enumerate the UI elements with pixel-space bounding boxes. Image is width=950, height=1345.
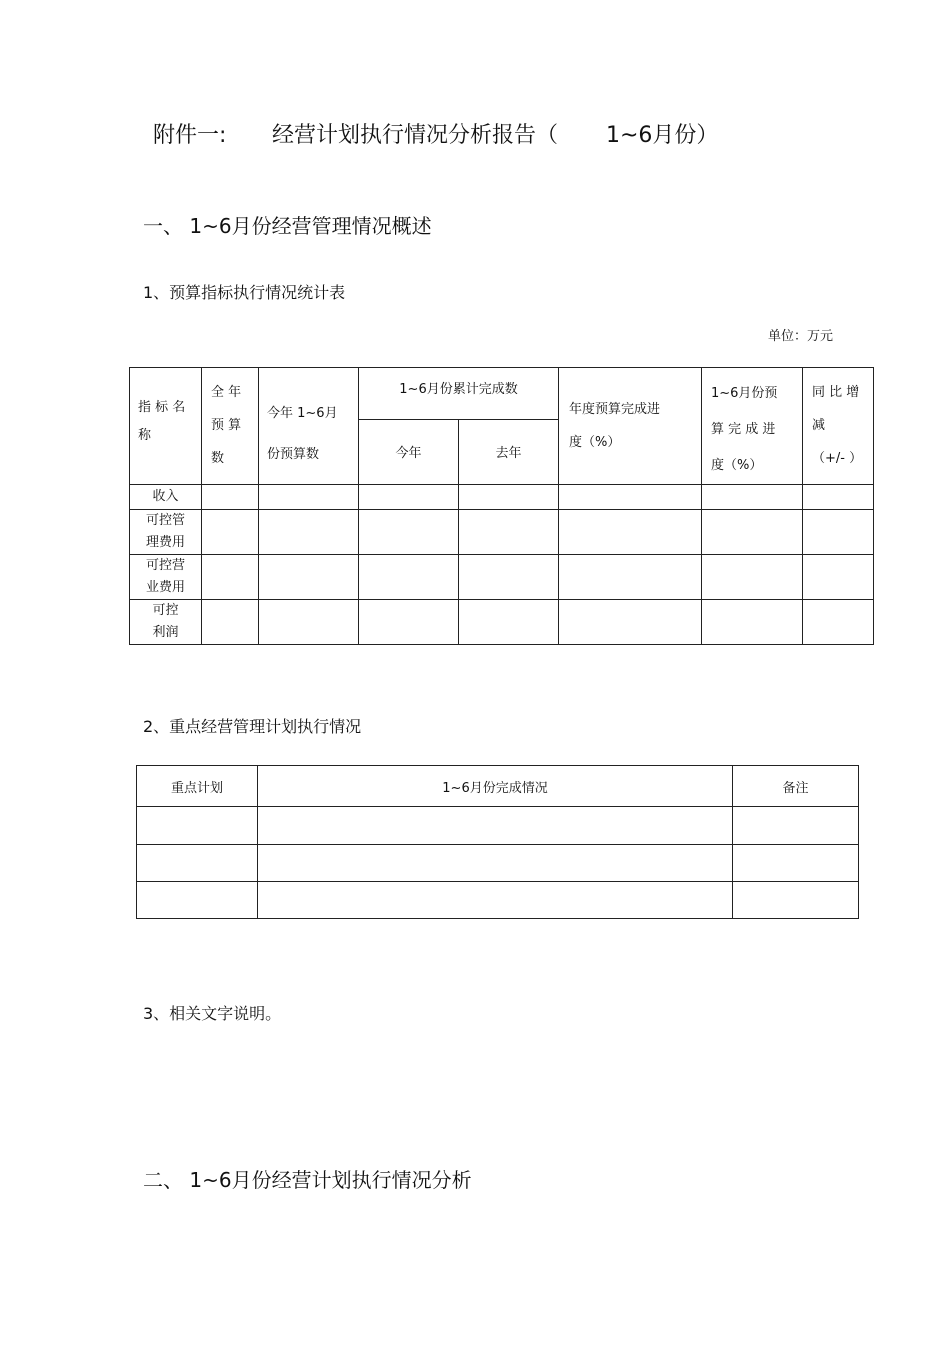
table-cell [137, 807, 258, 845]
row-label [130, 485, 202, 510]
header-text: 年度预算完成进 [569, 402, 661, 417]
header-text: 指 标 名 [138, 400, 186, 415]
table-row [130, 510, 874, 555]
table-cell [202, 485, 259, 510]
header-text: 今年 1~6月 [267, 406, 338, 421]
row-label-text: 可控管 [145, 513, 185, 528]
report-title: 经营计划执行情况分析报告（ [272, 123, 559, 148]
header-text: 度（%） [711, 458, 763, 473]
table-cell [137, 845, 258, 882]
header-annual-budget [202, 368, 259, 485]
header-cumulative [359, 368, 559, 420]
table-cell [202, 600, 259, 645]
header-text: 减 [812, 418, 826, 433]
header-text: 预 算 [211, 418, 242, 433]
table-cell [803, 510, 874, 555]
header-text: 数 [211, 451, 225, 466]
table-cell [259, 600, 359, 645]
table-cell [459, 510, 559, 555]
header-text: 同 比 增 [812, 385, 860, 400]
table-cell [803, 600, 874, 645]
row-label-text: 可控 [152, 603, 179, 618]
table-cell [359, 510, 459, 555]
row-label [130, 600, 202, 645]
section-1-heading: 一、 1~6月份经营管理情况概述 [143, 214, 432, 238]
table-cell [258, 845, 733, 882]
header-key-plan: 重点计划 [137, 766, 258, 807]
table-cell [202, 510, 259, 555]
header-this-year: 今年 [359, 419, 459, 484]
table-cell [359, 485, 459, 510]
table-cell [803, 555, 874, 600]
header-completion: 1~6月份完成情况 [258, 766, 733, 807]
key-plan-table [136, 765, 859, 919]
header-text: 算 完 成 进 [711, 422, 776, 437]
table-cell [137, 882, 258, 919]
row-label-text: 业费用 [145, 580, 185, 595]
unit-label: 单位：万元 [768, 329, 834, 344]
header-text: 1~6月份累计完成数 [399, 382, 518, 397]
table-row [130, 555, 874, 600]
header-indicator-name [130, 368, 202, 485]
table-cell [459, 555, 559, 600]
table-cell [702, 555, 803, 600]
table-row [137, 845, 859, 882]
row-label [130, 510, 202, 555]
table-row [130, 600, 874, 645]
report-period: 1~6月份） [606, 123, 719, 148]
header-budget-1-6 [259, 368, 359, 485]
header-text: 称 [138, 428, 152, 443]
row-label-text: 利润 [152, 625, 179, 640]
header-annual-progress [559, 368, 702, 485]
header-text: 度（%） [569, 435, 621, 450]
row-label-text: 理费用 [145, 535, 185, 550]
table-header-row [137, 766, 859, 807]
budget-execution-table [129, 367, 874, 645]
table-cell [803, 485, 874, 510]
table-cell [259, 555, 359, 600]
row-label [130, 555, 202, 600]
table-cell [258, 882, 733, 919]
attachment-label: 附件一: [153, 123, 227, 148]
table-cell [702, 485, 803, 510]
header-text: 份预算数 [267, 447, 320, 462]
table-cell [259, 510, 359, 555]
header-text: 全 年 [211, 385, 242, 400]
table-cell [733, 807, 859, 845]
table-cell [702, 510, 803, 555]
table-cell [202, 555, 259, 600]
table-cell [733, 882, 859, 919]
table-cell [359, 600, 459, 645]
table-cell [459, 600, 559, 645]
table-cell [258, 807, 733, 845]
header-text: （+/- ） [812, 451, 863, 466]
table-row [137, 882, 859, 919]
table-cell [559, 485, 702, 510]
table-cell [559, 600, 702, 645]
table-cell [559, 510, 702, 555]
table-cell [459, 485, 559, 510]
section-2-heading: 二、 1~6月份经营计划执行情况分析 [143, 1168, 472, 1192]
subsection-1-heading: 1、预算指标执行情况统计表 [143, 283, 346, 302]
table-cell [359, 555, 459, 600]
table-row [130, 485, 874, 510]
header-yoy-change [803, 368, 874, 485]
header-last-year: 去年 [459, 419, 559, 484]
table-cell [733, 845, 859, 882]
table-cell [559, 555, 702, 600]
subsection-2-heading: 2、重点经营管理计划执行情况 [143, 717, 362, 736]
subsection-3-heading: 3、相关文字说明。 [143, 1004, 282, 1023]
row-label-text: 收入 [152, 489, 179, 504]
table-row [137, 807, 859, 845]
table-cell [259, 485, 359, 510]
header-budget-progress [702, 368, 803, 485]
header-remarks: 备注 [733, 766, 859, 807]
table-cell [702, 600, 803, 645]
header-text: 1~6月份预 [711, 386, 778, 401]
row-label-text: 可控营 [145, 558, 185, 573]
